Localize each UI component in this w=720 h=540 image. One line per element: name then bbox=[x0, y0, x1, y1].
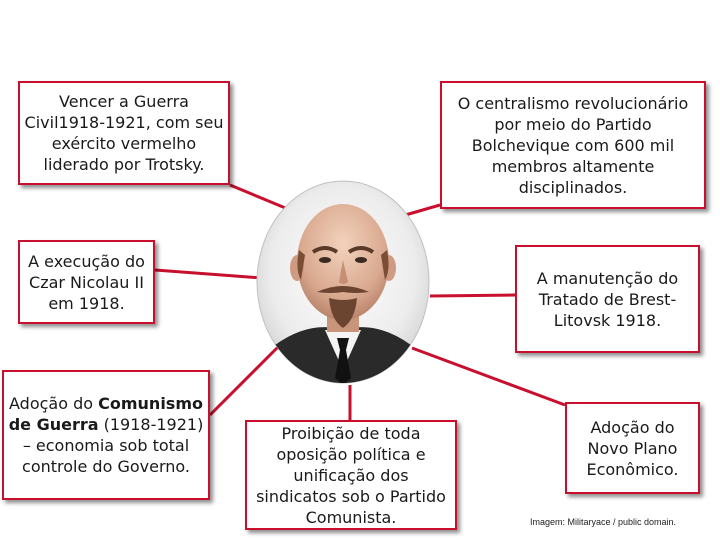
box-nep bbox=[565, 402, 700, 494]
box-centralism bbox=[440, 81, 706, 209]
war-communism-pre: Adoção do bbox=[9, 394, 94, 413]
box-civil-war bbox=[18, 81, 230, 185]
box-nep-text: Adoção do Novo Plano Econômico. bbox=[586, 417, 679, 479]
box-czar bbox=[18, 240, 155, 324]
box-czar-text: A execução do Czar Nicolau II em 1918. bbox=[28, 251, 145, 313]
portrait-image bbox=[255, 180, 432, 385]
box-opposition-text: Proibição de toda oposição política e unificação dos sindicatos sob o Partido Comunista. bbox=[256, 423, 446, 527]
box-centralism-text: O centralismo revolucionário por meio do Partido Bolchevique com 600 mil membros altamente disciplinados. bbox=[457, 93, 689, 197]
war-communism-bold: Comunismo de Guerra bbox=[8, 394, 203, 434]
box-civil-war-text: Vencer a Guerra Civil1918-1921, com seu exército vermelho liderado por Trotsky. bbox=[24, 92, 224, 174]
war-communism-post: (1918-1921) – economia sob total controle do Governo. bbox=[22, 415, 204, 476]
box-brest bbox=[515, 245, 700, 353]
connector-brest bbox=[430, 295, 515, 296]
connector-czar bbox=[155, 270, 262, 278]
image-credit: Imagem: Militaryace / public domain. bbox=[530, 517, 677, 527]
box-brest-text: A manutenção do Tratado de Brest-Litovsk 1918. bbox=[536, 268, 679, 330]
box-war-communism-text bbox=[8, 393, 204, 477]
box-opposition bbox=[245, 420, 457, 530]
connector-nep bbox=[412, 348, 565, 405]
box-war-communism bbox=[2, 370, 210, 500]
